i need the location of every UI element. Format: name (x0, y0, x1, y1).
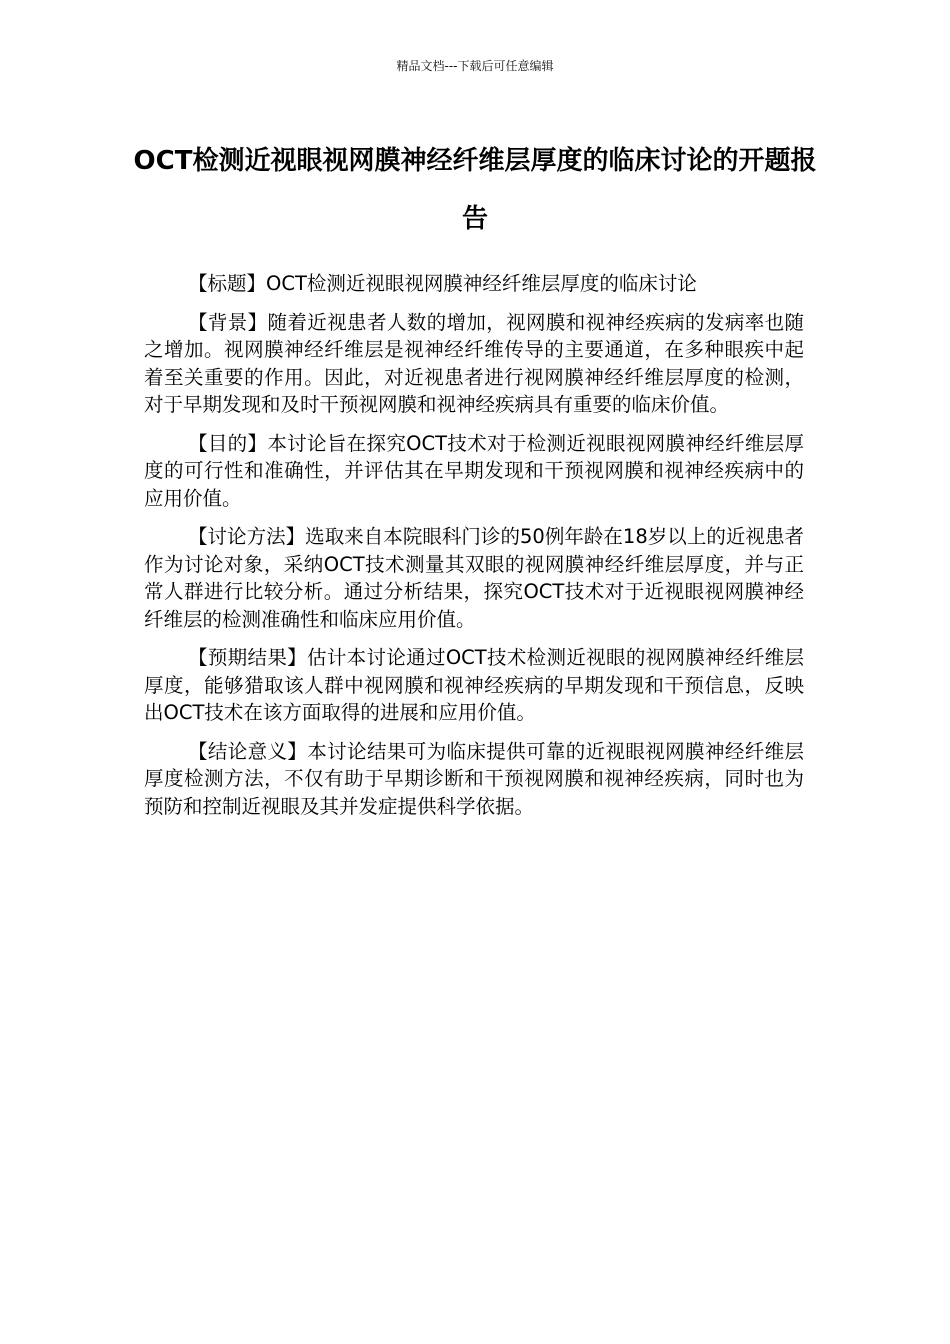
section-label: 【标题】 (188, 272, 267, 295)
section-text: OCT检测近视眼视网膜神经纤维层厚度的临床讨论 (266, 272, 697, 295)
section-background-paragraph (144, 309, 804, 419)
section-label: 【背景】 (188, 310, 268, 334)
document-body (144, 270, 804, 831)
section-text: 本讨论旨在探究OCT技术对于检测近视眼视网膜神经纤维层厚度的可行性和准确性，并评估其在早期发现和干预视网膜和视神经疾病中的应用价值。 (144, 431, 804, 510)
section-label: 【目的】 (188, 431, 268, 455)
section-label: 【结论意义】 (188, 739, 308, 763)
section-method-paragraph (144, 523, 804, 633)
document-title: OCT检测近视眼视网膜神经纤维层厚度的临床讨论的开题报告 (133, 146, 817, 234)
section-label: 【讨论方法】 (188, 525, 306, 548)
section-expected-results-paragraph (144, 644, 804, 727)
section-text: 随着近视患者人数的增加，视网膜和视神经疾病的发病率也随之增加。视网膜神经纤维层是视神经纤维传导的主要通道，在多种眼疾中起着至关重要的作用。因此，对近视患者进行视网膜神经纤维层厚度的检测，对于早期发现和及时干预视网膜和视神经疾病具有重要的临床价值。 (144, 310, 804, 416)
page-header: 精品文档---下载后可任意编辑 (396, 59, 554, 73)
section-conclusion-paragraph (144, 738, 804, 821)
section-purpose-paragraph (144, 430, 804, 513)
section-text: 选取来自本院眼科门诊的50例年龄在18岁以上的近视患者作为讨论对象，采纳OCT技术测量其双眼的视网膜神经纤维层厚度，并与正常人群进行比较分析。通过分析结果，探究OCT技术对于近视眼视网膜神经纤维层的检测准确性和临床应用价值。 (144, 525, 804, 631)
section-title-paragraph (144, 270, 804, 298)
section-text: 估计本讨论通过OCT技术检测近视眼的视网膜神经纤维层厚度，能够猎取该人群中视网膜和视神经疾病的早期发现和干预信息，反映出OCT技术在该方面取得的进展和应用价值。 (144, 646, 804, 724)
section-label: 【预期结果】 (188, 646, 307, 669)
section-text: 本讨论结果可为临床提供可靠的近视眼视网膜神经纤维层厚度检测方法，不仅有助于早期诊断和干预视网膜和视神经疾病，同时也为预防和控制近视眼及其并发症提供科学依据。 (144, 739, 804, 818)
